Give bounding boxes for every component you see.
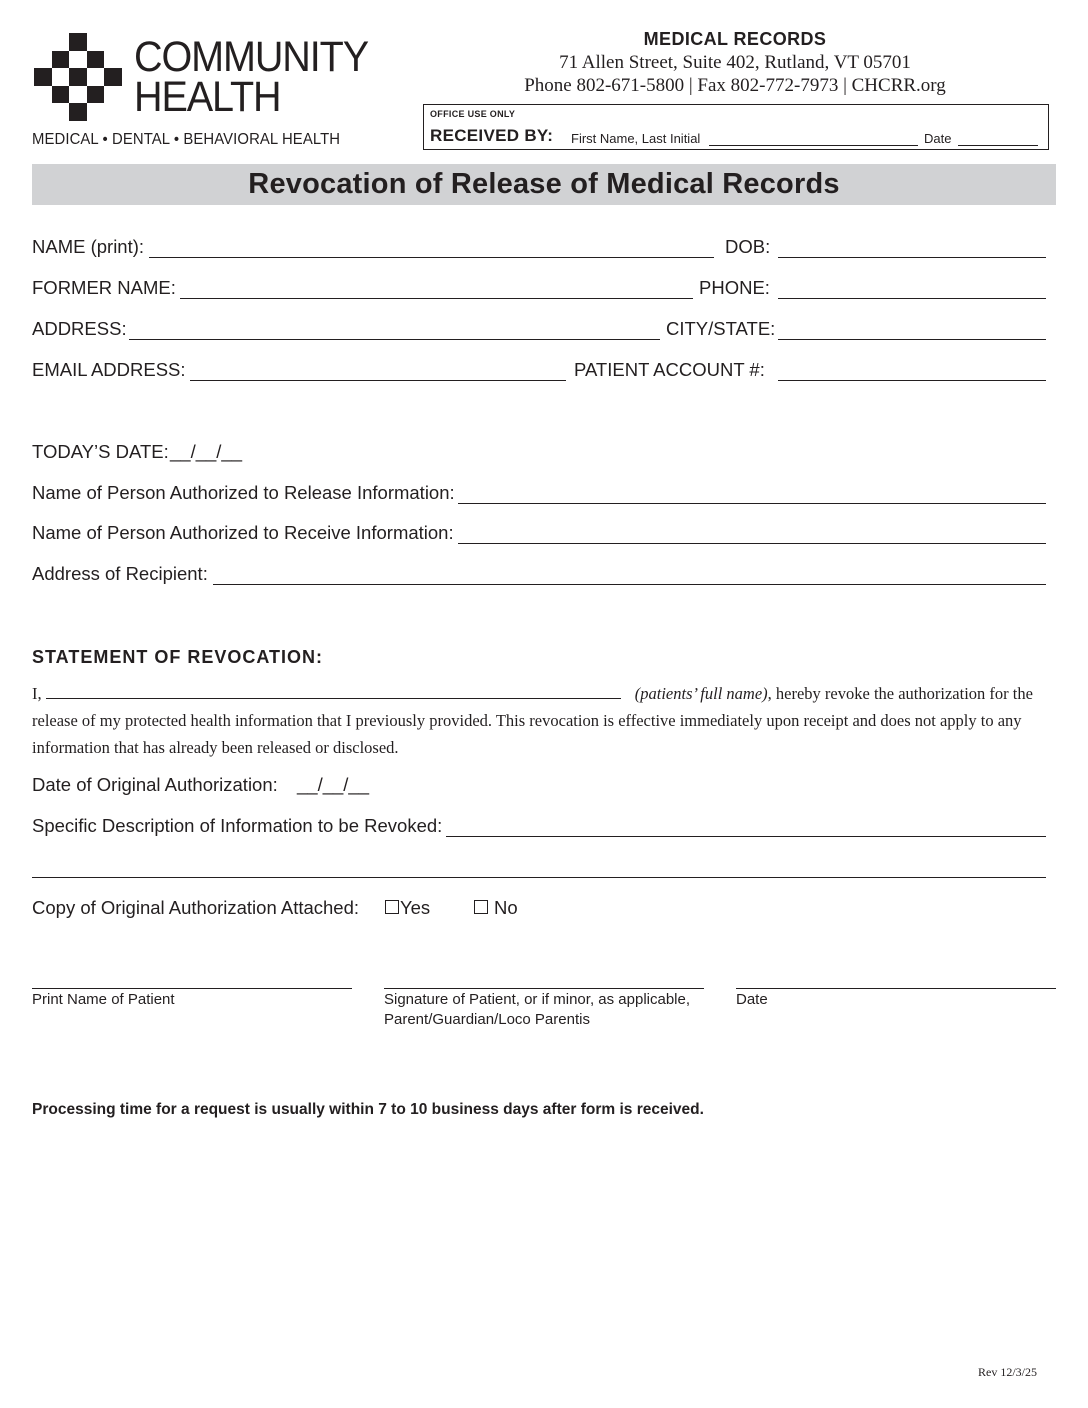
- processing-time-note: Processing time for a request is usually within 7 to 10 business days after form is received.: [32, 1101, 704, 1118]
- address-label: ADDRESS:: [32, 318, 127, 339]
- full-name-hint: (patients’ full name): [634, 684, 768, 703]
- statement-body: , hereby revoke the authorization for the release of my protected health information that I previously provided. This revocation is effective immediately upon receipt and does not apply to any information that has already been released or disclosed.: [32, 684, 1033, 757]
- statement-text: [32, 680, 1044, 761]
- email-label: EMAIL ADDRESS:: [32, 359, 186, 380]
- no-checkbox[interactable]: [474, 900, 488, 914]
- address-field[interactable]: [129, 339, 660, 340]
- city-state-label: CITY/STATE:: [666, 318, 776, 339]
- received-name-field[interactable]: [709, 145, 918, 146]
- city-state-field[interactable]: [778, 339, 1046, 340]
- dob-field[interactable]: [778, 257, 1046, 258]
- former-name-label: FORMER NAME:: [32, 277, 176, 298]
- signature-label-line-1: Signature of Patient, or if minor, as applicable,: [384, 991, 691, 1008]
- receive-person-field[interactable]: [458, 543, 1046, 544]
- form-title: Revocation of Release of Medical Records: [248, 168, 840, 200]
- signature-label: [384, 990, 690, 1030]
- original-date-field[interactable]: __/__/__: [297, 774, 370, 795]
- received-first-name-label: First Name, Last Initial: [571, 131, 701, 146]
- revision-date: Rev 12/3/25: [978, 1365, 1037, 1379]
- print-name-field[interactable]: [32, 988, 352, 989]
- release-person-field[interactable]: [458, 503, 1046, 504]
- signature-label-line-2: Parent/Guardian/Loco Parentis: [384, 1011, 590, 1028]
- dob-label: DOB:: [725, 236, 771, 257]
- department-address: 71 Allen Street, Suite 402, Rutland, VT 05701: [559, 52, 911, 73]
- print-name-label: Print Name of Patient: [32, 991, 175, 1008]
- received-by-label: RECEIVED BY:: [430, 126, 554, 145]
- description-field-line-1[interactable]: [446, 836, 1046, 837]
- name-label: NAME (print):: [32, 236, 145, 257]
- todays-date-field[interactable]: __/__/__: [170, 441, 243, 462]
- recipient-address-field[interactable]: [213, 584, 1046, 585]
- receive-person-label: Name of Person Authorized to Receive Information:: [32, 522, 454, 543]
- yes-label: Yes: [400, 897, 431, 918]
- description-label: Specific Description of Information to be Revoked:: [32, 815, 443, 836]
- original-date-label: Date of Original Authorization:: [32, 774, 278, 795]
- email-field[interactable]: [190, 380, 566, 381]
- received-date-label: Date: [924, 131, 952, 146]
- no-label: No: [494, 897, 518, 918]
- description-field-line-2[interactable]: [32, 877, 1046, 878]
- account-field[interactable]: [778, 380, 1046, 381]
- phone-field[interactable]: [778, 298, 1046, 299]
- department-contact: Phone 802-671-5800 | Fax 802-772-7973 | CHCRR.org: [524, 75, 946, 96]
- signature-date-label: Date: [736, 991, 768, 1008]
- release-person-label: Name of Person Authorized to Release Information:: [32, 482, 455, 503]
- logo-checker-mark: [34, 33, 122, 121]
- former-name-field[interactable]: [180, 298, 693, 299]
- account-label: PATIENT ACCOUNT #:: [574, 359, 765, 380]
- logo-wordmark: [134, 33, 368, 121]
- logo-tagline: MEDICAL • DENTAL • BEHAVIORAL HEALTH: [32, 131, 341, 148]
- office-use-label: OFFICE USE ONLY: [430, 109, 516, 119]
- statement-heading: STATEMENT OF REVOCATION:: [32, 647, 323, 667]
- department-title: MEDICAL RECORDS: [643, 29, 827, 49]
- phone-label: PHONE:: [699, 277, 770, 298]
- received-date-field[interactable]: [958, 145, 1038, 146]
- copy-attached-label: Copy of Original Authorization Attached:: [32, 897, 360, 918]
- logo-line-2: HEALTH: [134, 73, 281, 121]
- statement-prefix: I,: [32, 684, 42, 703]
- patient-full-name-field[interactable]: [46, 685, 621, 699]
- signature-field[interactable]: [384, 988, 704, 989]
- recipient-address-label: Address of Recipient:: [32, 563, 208, 584]
- todays-date-label: TODAY’S DATE:: [32, 441, 169, 462]
- yes-checkbox[interactable]: [385, 900, 399, 914]
- name-field[interactable]: [149, 257, 714, 258]
- logo-line-1: COMMUNITY: [134, 33, 368, 81]
- signature-date-field[interactable]: [736, 988, 1056, 989]
